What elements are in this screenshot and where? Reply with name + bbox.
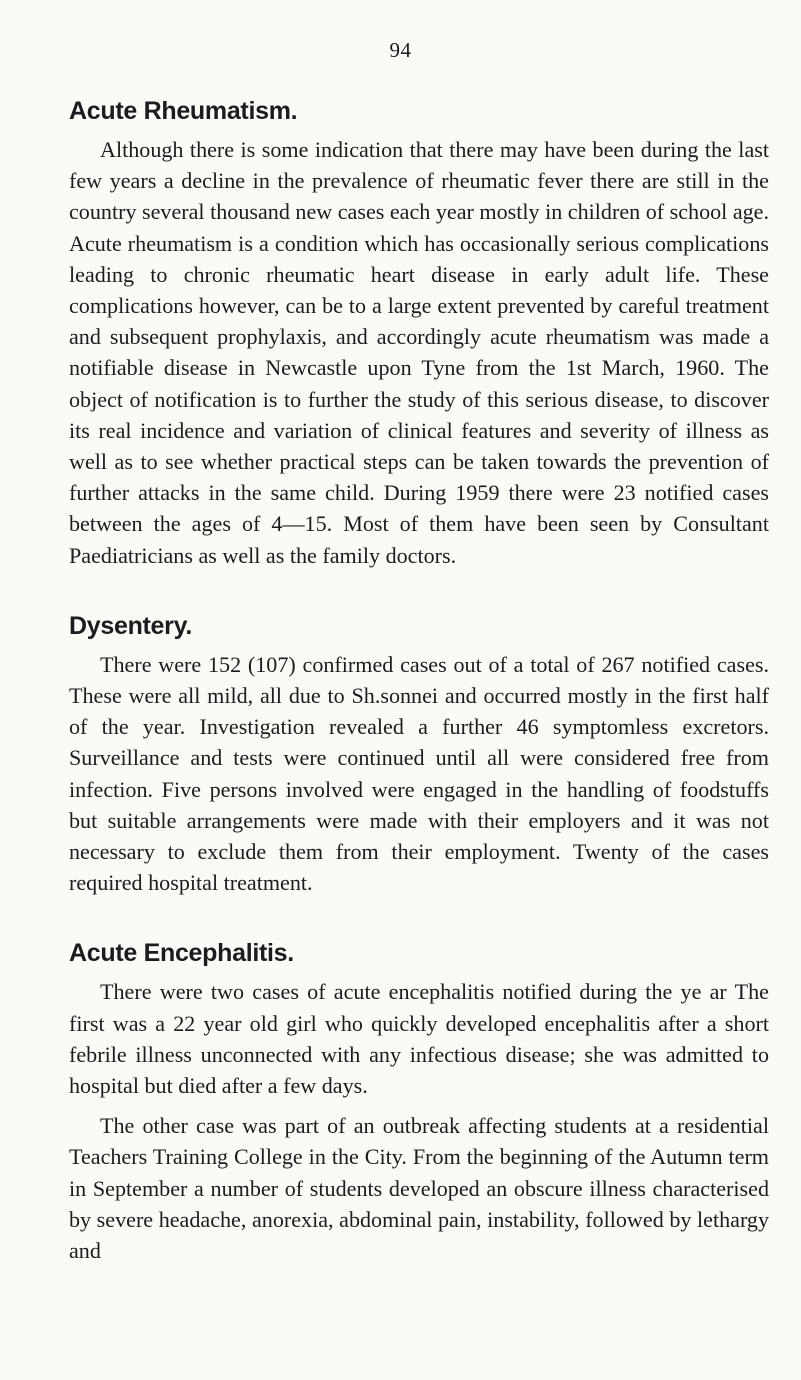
paragraph: The other case was part of an outbreak affecting students at a residential Teachers Training College in the City. From the beginning of the Autumn term in September a number of students developed an obscure illness characterised by severe headache, anorexia, abdominal pain, instability, followed by lethargy and: [69, 1113, 769, 1264]
page-number: 94: [389, 38, 412, 62]
section-acute-rheumatism: [69, 96, 769, 571]
section-heading: Acute Encephalitis.: [69, 939, 294, 968]
section-dysentery: [69, 611, 769, 899]
paragraph: There were two cases of acute encephalitis notified during the ye ar The first was a 22 year old girl who quickly developed encephalitis after a short febrile illness unconnected with any infectious disease; she was admitted to hospital but died after a few days.: [69, 979, 769, 1099]
section-heading: Dysentery.: [69, 611, 192, 640]
paragraph: Although there is some indication that there may have been during the last few years a decline in the prevalence of rheumatic fever there are still in the country several thousand new cases each year mostly in children of school age. Acute rheumatism is a condition which has occasionally serious complications leading to chronic rheumatic heart disease in early adult life. These complications however, can be to a large extent prevented by careful treatment and subsequent prophylaxis, and accordingly acute rheumatism was made a notifiable disease in Newcastle upon Tyne from the 1st March, 1960. The object of notification is to further the study of this serious disease, to discover its real incidence and variation of clinical features and severity of illness as well as to see whether practical steps can be taken towards the prevention of further attacks in the same child. During 1959 there were 23 notified cases between the ages of 4—15. Most of them have been seen by Consultant Paediatricians as well as the family doctors.: [69, 137, 770, 568]
section-heading: Acute Rheumatism.: [69, 97, 298, 125]
page-content: [69, 96, 769, 1300]
section-acute-encephalitis: [69, 938, 769, 1266]
paragraph: There were 152 (107) confirmed cases out of a total of 267 notified cases. These were all mild, all due to Sh.sonnei and occurred mostly in the first half of the year. Investigation revealed a further 46 symptomless excretors. Surveillance and tests were continued until all were considered free from infection. Five persons involved were engaged in the handling of foodstuffs but suitable arrangements were made with their employers and it was not necessary to exclude them from their employment. Twenty of the cases required hospital treatment.: [69, 651, 769, 896]
